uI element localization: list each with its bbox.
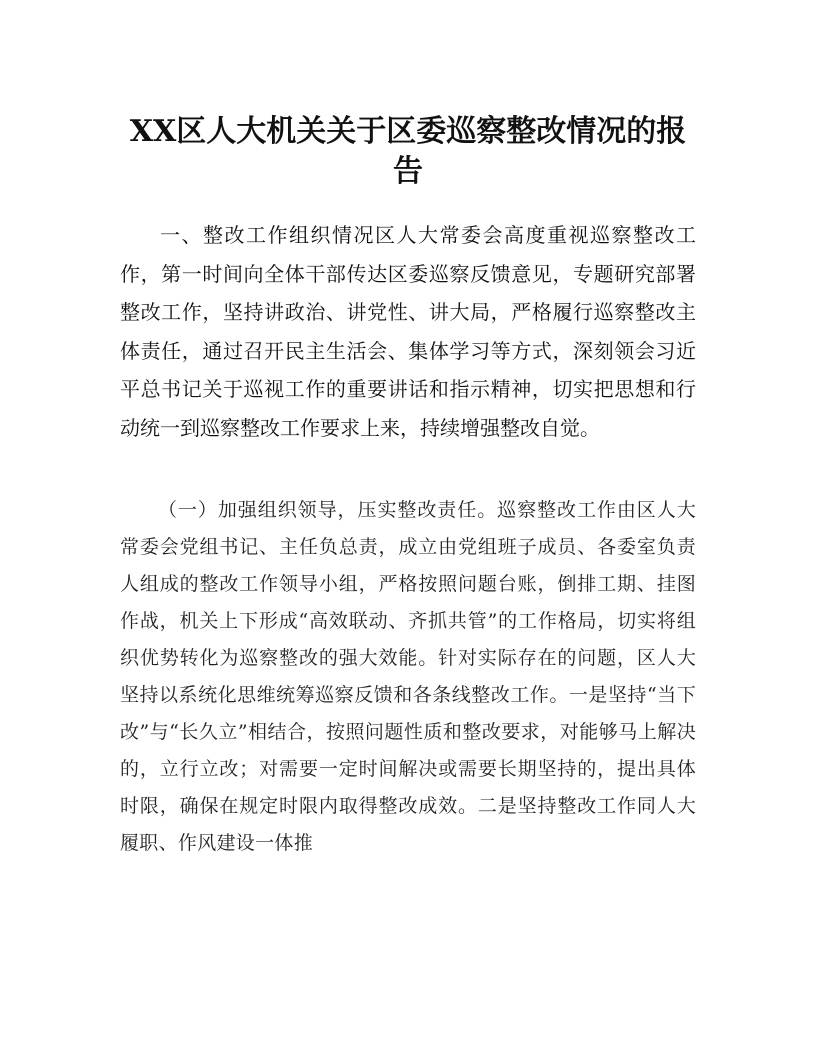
paragraph-leadership: （一）加强组织领导，压实整改责任。巡察整改工作由区人大常委会党组书记、主任负总责，成立由党组班子成员、各委室负责人组成的整改工作领导小组，严格按照问题台账，倒排工期、挂图作战，机关上下形成“高效联动、齐抓共管”的工作格局，切实将组织优势转化为巡察整改的强大效能。针对实际存在的问题，区人大坚持以系统化思维统筹巡察反馈和各条线整改工作。一是坚持“当下改”与“长久立”相结合，按照问题性质和整改要求，对能够马上解决的，立行立改；对需要一定时间解决或需要长期坚持的，提出具体时限，确保在规定时限内取得整改成效。二是坚持整改工作同人大履职、作风建设一体推 <box>120 499 696 854</box>
paragraph-organization: 一、整改工作组织情况区人大常委会高度重视巡察整改工作，第一时间向全体干部传达区委巡察反馈意见，专题研究部署整改工作，坚持讲政治、讲党性、讲大局，严格履行巡察整改主体责任，通过召开民主生活会、集体学习等方式，深刻领会习近平总书记关于巡视工作的重要讲话和指示精神，切实把思想和行动统一到巡察整改工作要求上来，持续增强整改自觉。 <box>120 223 696 440</box>
document-title: XX区人大机关关于区委巡察整改情况的报告 <box>129 114 687 189</box>
